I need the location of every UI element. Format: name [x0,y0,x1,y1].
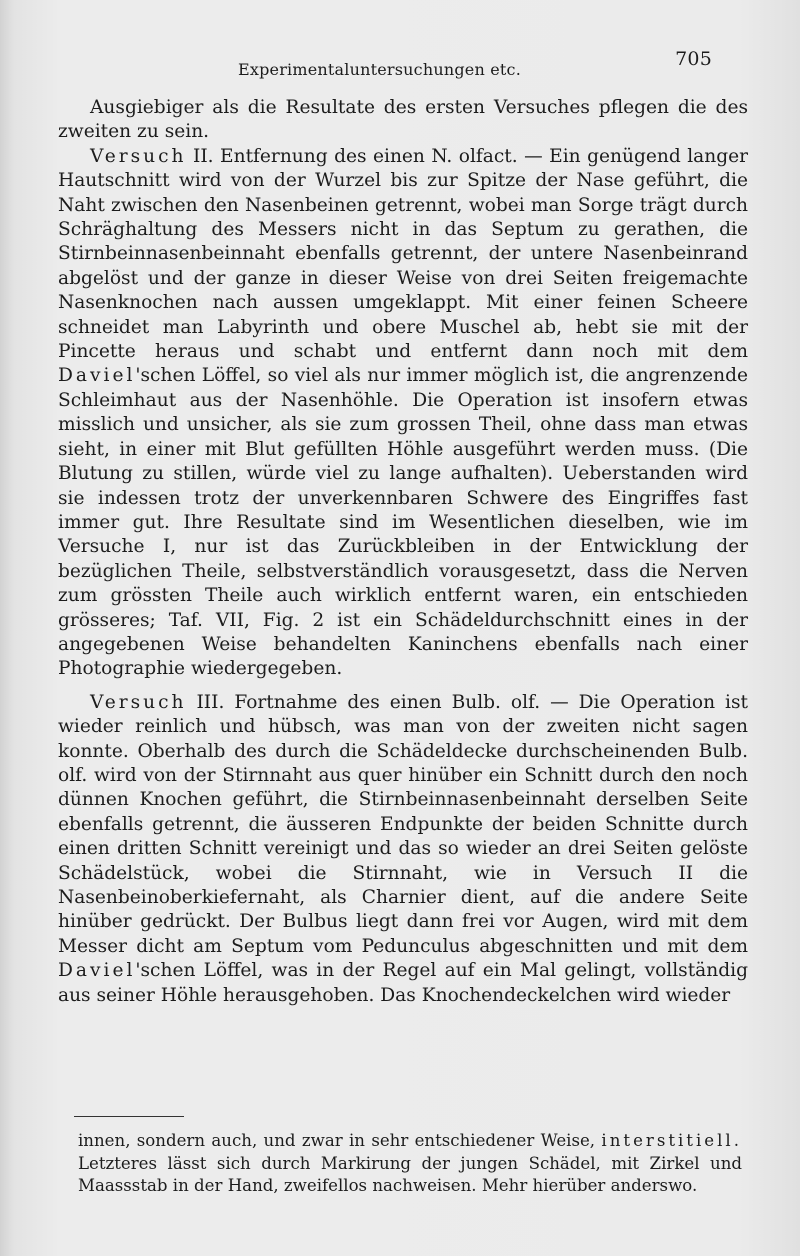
paragraph-text: 'schen Löffel, was in der Regel auf ein Mal gelingt, vollständig aus seiner Höhle herausgehoben. Das Knochendeckelchen wird wieder [58,960,748,1006]
body-text [58,96,748,1008]
paragraph-versuch-intro: Ausgiebiger als die Resultate des ersten Versuches pflegen die des zweiten zu sein. [58,97,748,143]
footnote-text-part: innen, sondern auch, und zwar in sehr entschiedener Weise, [78,1131,602,1150]
person-name: Daviel [58,365,136,387]
footnote-text-part: Letzteres lässt sich durch Markirung der jungen Schädel, mit Zirkel und Maassstab in der Hand, zweifellos nachweisen. Mehr hierüber anderswo. [78,1153,742,1195]
person-name: Daviel [58,960,136,982]
paragraph-versuch-2 [58,145,748,682]
footnote [78,1130,742,1198]
paragraph-text: 'schen Löffel, so viel als nur immer möglich ist, die angrenzende Schleimhaut aus der Nasenhöhle. Die Operation ist insofern etwas misslich und unsicher, als sie zum grossen Theil, ohne dass man etwas sieht, in einer mit Blut gefüllten Höhle ausgeführt werden muss. (Die Blutung zu stillen, würde viel zu lange aufhalten). Ueberstanden wird sie indessen trotz der unverkennbaren Schwere des Eingriffes fast immer gut. Ihre Resultate sind im Wesentlichen dieselben, wie im Versuche I, nur ist das Zurückbleiben in der Entwicklung der bezüglichen Theile, selbstverständlich vorausgesetzt, dass die Nerven zum grössten Theile auch wirklich entfernt waren, ein entschieden grösseres; Taf. VII, Fig. 2 ist ein Schädeldurchschnitt eines in der angegebenen Weise behandelten Kaninchens ebenfalls nach einer Photographie wiedergegeben. [58,365,748,680]
footnote-text [78,1130,742,1198]
page-number: 705 [675,48,712,70]
paragraph-text: III. Fortnahme des einen Bulb. olf. — Die Operation ist wieder reinlich und hübsch, was man von der zweiten nicht sagen konnte. Oberhalb des durch die Schädeldecke durchscheinenden Bulb. olf. wird von der Stirnnaht aus quer hinüber ein Schnitt durch den noch dünnen Knochen geführt, die Stirnbeinnasenbeinnaht derselben Seite ebenfalls getrennt, die äusseren Endpunkte der beiden Schnitte durch einen dritten Schnitt vereinigt und das so wieder an drei Seiten gelöste Schädelstück, wobei die Stirnnaht, wie in Versuch II die Nasenbeinoberkiefernaht, als Charnier dient, auf die andere Seite hinüber gedrückt. Der Bulbus liegt dann frei vor Augen, wird mit dem Messer dicht am Septum vom Pedunculus abgeschnitten und mit dem [58,691,748,957]
paragraph-text: II. Entfernung des einen N. olfact. — Ein genügend langer Hautschnitt wird von der Wurzel bis zur Spitze der Nase geführt, die Naht zwischen den Nasenbeinen getrennt, wobei man Sorge trägt durch Schräghaltung des Messers nicht in das Septum zu gerathen, die Stirnbeinnasenbeinnaht ebenfalls getrennt, der untere Nasenbeinrand abgelöst und der ganze in dieser Weise von drei Seiten freigemachte Nasenknochen nach aussen umgeklappt. Mit einer feinen Scheere schneidet man Labyrinth und obere Muschel ab, hebt sie mit der Pincette heraus und schabt und entfernt dann noch mit dem [58,145,748,363]
running-title: Experimentaluntersuchungen etc. [238,60,522,79]
footnote-separator [74,1116,184,1117]
paragraph-versuch-3 [58,691,748,1008]
experiment-label: Versuch [90,145,187,167]
experiment-label: Versuch [90,691,187,713]
footnote-emphasis: interstitiell. [601,1131,742,1150]
